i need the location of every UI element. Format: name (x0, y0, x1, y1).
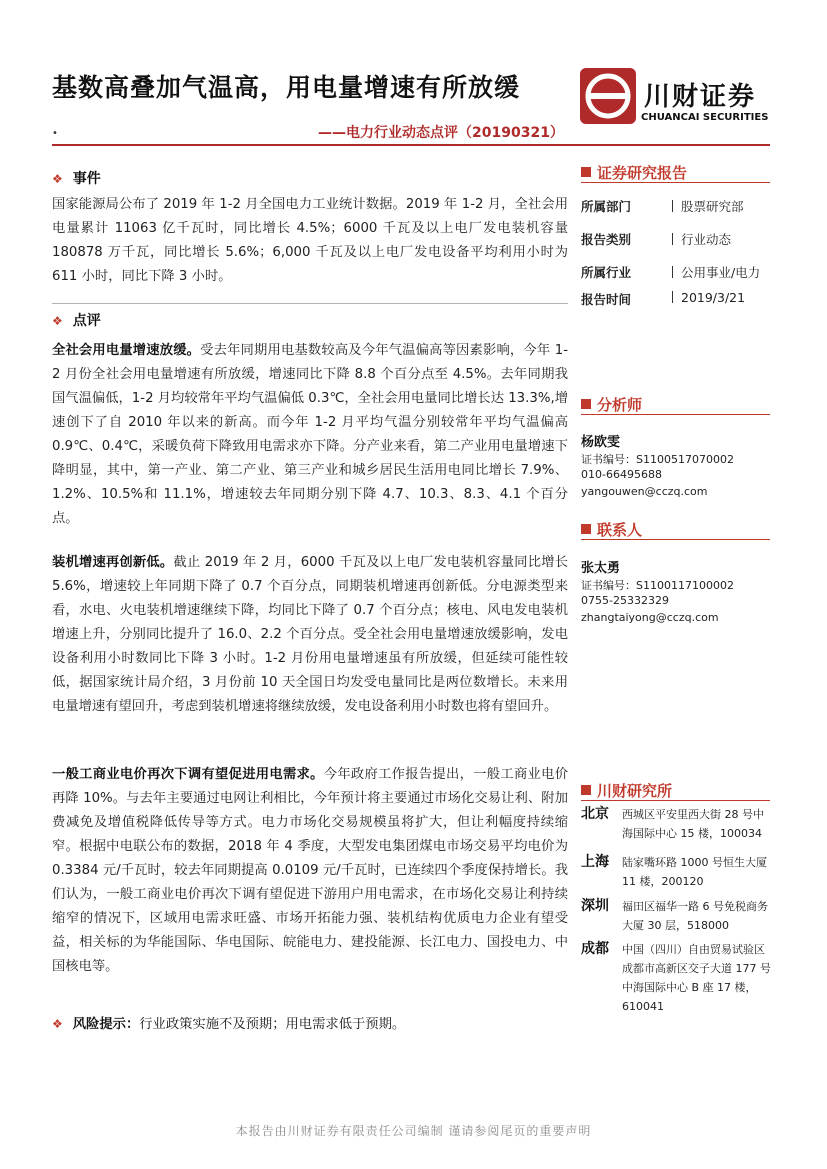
analyst-cert: 证书编号：S1100517070002 (581, 453, 734, 466)
office-city: 深圳 (581, 898, 609, 914)
info-key-department: 所属部门 (581, 199, 632, 214)
info-key-industry: 所属行业 (581, 265, 632, 280)
office-city: 北京 (581, 806, 609, 822)
paragraph-price: 一般工商业电价再次下调有望促进用电需求。今年政府工作报告提出，一般工商业电价再降 10%。与去年主要通过电网让利相比，今年预计将主要通过市场化交易让利、附加费减免及增值税降低传导等方式。电力市场化交易规模虽将扩大，但让利幅度持续缩窄。根据中电联公布的数据，2018 年 4 季度，大型发电集团煤电市场交易平均电价为 0.3384 元/千瓦时，较去年同期提高 0.0109 元/千瓦时，已连续四个季度保持增长。我们认为，一般工商业电价再次下调有望促进下游用户用电需求，在市场化交易让利持续缩窄的情况下，区域用电需求旺盛、市场开拓能力强、装机结构优质电力企业有望受益，相关标的为华能国际、华电国际、皖能电力、建投能源、长江电力、国投电力、中国核电等。 (52, 767, 569, 974)
paragraph-capacity: 装机增速再创新低。截止 2019 年 2 月，6000 千瓦及以上电厂发电装机容量同比增长 5.6%，增速较上年同期下降了 0.7 个百分点，同期装机增速再创新低。分电源类型来看，水电、火电装机增速继续下降，均同比下降了 0.7 个百分点；核电、风电发电装机增速上升，分别同比提升了 16.0、2.2 个百分点。受全社会用电量增速放缓影响，发电设备利用小时数同比下降 3 小时。1-2 月份用电量增速虽有所放缓，但延续可能性较低，据国家统计局介绍，3 月份前 10 天全国日均发受电量同比是两位数增长。未来用电量增速有望回升，考虑到装机增速将继续放缓，发电设备利用小时数也将有望回升。 (52, 555, 569, 714)
office-address: 陆家嘴环路 1000 号恒生大厦 11 楼，200120 (622, 856, 767, 888)
header-divider (52, 144, 770, 146)
info-value-category: 行业动态 (672, 230, 731, 248)
square-bullet-icon (581, 785, 591, 795)
paragraph-lead: 全社会用电量增速放缓。 (52, 343, 201, 358)
page-footer: 本报告由川财证券有限责任公司编制 谨请参阅尾页的重要声明 (235, 1124, 592, 1138)
contact-email: zhangtaiyong@cczq.com (581, 611, 719, 624)
info-value-department: 股票研究部 (672, 197, 744, 215)
office-city: 上海 (581, 854, 609, 870)
analyst-email: yangouwen@cczq.com (581, 485, 708, 498)
contact-cert: 证书编号：S1100117100002 (581, 579, 734, 592)
report-subtitle: ——电力行业动态点评（20190321） (318, 125, 564, 141)
diamond-icon: ❖ (52, 1017, 63, 1031)
institute-heading: 川财研究所 (581, 780, 672, 801)
risk-note: ❖ 风险提示：行业政策实施不及预期；用电需求低于预期。 (52, 1017, 406, 1032)
sidebar-divider (581, 539, 770, 540)
diamond-icon: ❖ (52, 172, 63, 186)
sidebar-divider (581, 800, 770, 801)
contact-phone: 0755-25332329 (581, 594, 669, 607)
square-bullet-icon (581, 524, 591, 534)
contact-heading: 联系人 (581, 519, 642, 540)
brand-name-cn: 川财证券 (644, 82, 757, 112)
office-city: 成都 (581, 941, 609, 957)
office-address: 中国（四川）自由贸易试验区成都市高新区交子大道 177 号中海国际中心 B 座 17 楼，610041 (622, 943, 771, 1013)
report-type-heading: 证券研究报告 (581, 162, 687, 183)
event-heading: ❖ 事件 (52, 171, 101, 187)
analyst-name: 杨欧雯 (581, 435, 621, 450)
info-value-industry: 公用事业/电力 (672, 263, 760, 281)
section-divider (52, 303, 568, 304)
sidebar-divider (581, 414, 770, 415)
info-key-category: 报告类别 (581, 232, 632, 247)
brand-logo-icon (580, 68, 636, 124)
bullet-mark: • (52, 128, 58, 139)
analyst-phone: 010-66495688 (581, 468, 662, 481)
brand-name-en: CHUANCAI SECURITIES (641, 112, 769, 123)
event-text: 国家能源局公布了 2019 年 1-2 月全国电力工业统计数据。2019 年 1-2 月，全社会用电量累计 11063 亿千瓦时，同比增长 4.5%；6000 千瓦及以上电厂发电装机容量 180878 万千瓦，同比增长 5.6%；6,000 千瓦及以上电厂发电设备平均利用小时为 611 小时，同比下降 3 小时。 (52, 197, 568, 284)
paragraph-lead: 一般工商业电价再次下调有望促进用电需求。 (52, 767, 324, 782)
diamond-icon: ❖ (52, 314, 63, 328)
square-bullet-icon (581, 399, 591, 409)
paragraph-consumption: 全社会用电量增速放缓。受去年同期用电基数较高及今年气温偏高等因素影响，今年 1-2 月份全社会用电量增速有所放缓，增速同比下降 8.8 个百分点至 4.5%。去年同期我国气温偏低，1-2 月均较常年平均气温偏低 0.3℃，全社会用电量同比增长达 13.3%,增速创下了自 2010 年以来的新高。而今年 1-2 月平均气温分别较常年平均气温偏高 0.9℃、0.4℃，采暖负荷下降致用电需求亦下降。分产业来看，第二产业用电量增速下降明显，其中，第一产业、第二产业、第三产业和城乡居民生活用电同比增长 7.9%、1.2%、10.5%和 11.1%，增速较去年同期分别下降 4.7、10.3、8.3、4.1 个百分点。 (52, 343, 568, 526)
office-address: 福田区福华一路 6 号免税商务大厦 30 层，518000 (622, 900, 768, 932)
report-title: 基数高叠加气温高，用电量增速有所放缓 (52, 73, 521, 102)
square-bullet-icon (581, 167, 591, 177)
comment-heading: ❖ 点评 (52, 313, 101, 329)
info-value-date: 2019/3/21 (672, 290, 745, 305)
paragraph-lead: 装机增速再创新低。 (52, 555, 174, 570)
contact-name: 张太勇 (581, 561, 621, 576)
analyst-heading: 分析师 (581, 394, 642, 415)
office-address: 西城区平安里西大街 28 号中海国际中心 15 楼，100034 (622, 808, 764, 840)
sidebar-divider (581, 182, 770, 183)
info-key-date: 报告时间 (581, 292, 632, 307)
